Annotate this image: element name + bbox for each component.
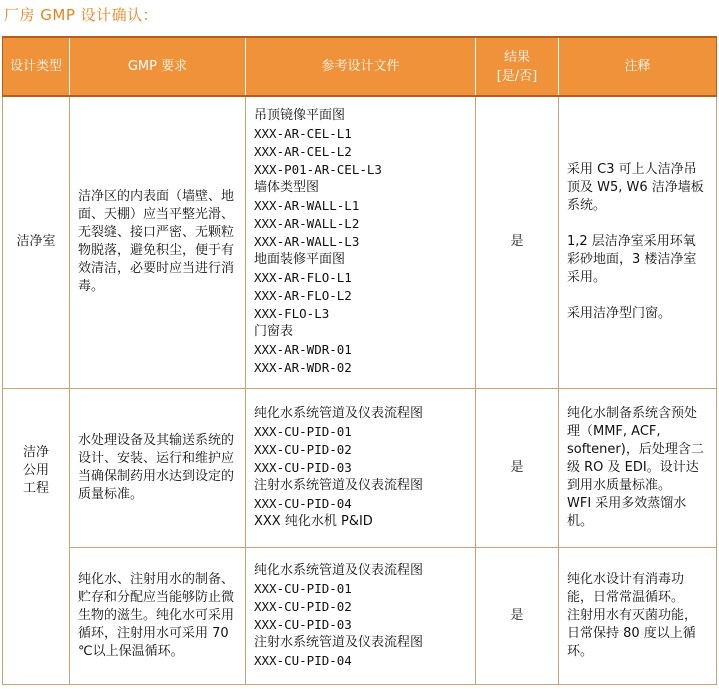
header-notes: 注释: [559, 37, 717, 96]
table-row: [3, 96, 717, 388]
doc-code: XXX-AR-WALL-L3: [254, 234, 360, 250]
note-paragraph: 采用洁净型门窗。: [567, 306, 672, 322]
result-cell: 是: [476, 96, 559, 388]
doc-title: 纯化水系统管道及仪表流程图: [254, 562, 424, 578]
doc-code: XXX-AR-WDR-01: [254, 342, 352, 358]
table-row: [3, 388, 717, 547]
doc-code: XXX-P01-AR-CEL-L3: [254, 162, 382, 178]
note-paragraph: 注射用水有灭菌功能，日常保持 80 度以上循环。: [567, 607, 698, 659]
note-paragraph: 采用 C3 可上人洁净吊顶及 W5, W6 洁净墙板系统。: [567, 162, 704, 214]
design-type-line: 洁净: [22, 444, 49, 460]
doc-title: 注射水系统管道及仪表流程图: [254, 477, 424, 493]
doc-code: XXX-CU-PID-04: [254, 652, 352, 668]
doc-code: XXX-AR-WALL-L2: [254, 216, 360, 232]
doc-code: XXX-AR-WDR-02: [254, 360, 352, 376]
reference-docs-cell: [246, 96, 476, 388]
design-type-line: 工程: [22, 480, 49, 496]
notes-cell: [559, 388, 717, 547]
doc-code: XXX-AR-FLO-L1: [254, 270, 352, 286]
header-design-type: 设计类型: [3, 37, 70, 96]
doc-code: XXX-CU-PID-02: [254, 598, 352, 614]
doc-code: XXX-AR-CEL-L2: [254, 144, 352, 160]
note-paragraph: 纯化水制备系统含预处理（MMF, ACF, softener)，后处理含二级 RO 及 EDI。设计达到用水质量标准。: [567, 405, 704, 493]
notes-cell: [559, 96, 717, 388]
doc-code: XXX-AR-CEL-L1: [254, 126, 352, 142]
notes-cell: [559, 547, 717, 684]
doc-code: XXX-CU-PID-01: [254, 423, 352, 439]
reference-docs-cell: [246, 388, 476, 547]
doc-code: XXX-AR-FLO-L2: [254, 288, 352, 304]
doc-title: 地面装修平面图: [254, 252, 346, 268]
reference-docs-cell: [246, 547, 476, 684]
header-reference-docs: 参考设计文件: [246, 37, 476, 96]
design-type-cell: [3, 388, 70, 684]
gmp-design-table: [2, 36, 717, 685]
doc-code: XXX-CU-PID-04: [254, 495, 352, 511]
table-row: [3, 547, 717, 684]
header-row: [3, 37, 717, 96]
note-paragraph: 1,2 层洁净室采用环氧彩砂地面，3 楼洁净室采用。: [567, 234, 697, 286]
header-result: [476, 37, 559, 96]
gmp-requirement-cell: 水处理设备及其输送系统的设计、安装、运行和维护应当确保制药用水达到设定的质量标准。: [70, 388, 246, 547]
doc-title: 墙体类型图: [254, 180, 320, 196]
gmp-requirement-cell: 洁净区的内表面（墙壁、地面、天棚）应当平整光滑、无裂缝、接口严密、无颗粒物脱落，避免积尘，便于有效清洁，必要时应当进行消毒。: [70, 96, 246, 388]
doc-code: XXX-CU-PID-03: [254, 616, 352, 632]
design-type-cell: 洁净室: [3, 96, 70, 388]
doc-title: 吊顶镜像平面图: [254, 108, 346, 124]
doc-code: XXX-CU-PID-03: [254, 459, 352, 475]
doc-title: XXX 纯化水机 P&ID: [254, 513, 373, 529]
doc-title: 纯化水系统管道及仪表流程图: [254, 405, 424, 421]
section-heading: 厂房 GMP 设计确认：: [4, 6, 159, 24]
note-paragraph: WFI 采用多效蒸馏水机。: [567, 495, 687, 529]
doc-code: XXX-CU-PID-02: [254, 441, 352, 457]
doc-code: XXX-AR-WALL-L1: [254, 198, 360, 214]
design-type-line: 公用: [22, 462, 49, 478]
result-cell: 是: [476, 547, 559, 684]
doc-title: 注射水系统管道及仪表流程图: [254, 634, 424, 650]
result-cell: 是: [476, 388, 559, 547]
gmp-requirement-cell: 纯化水、注射用水的制备、贮存和分配应当能够防止微生物的滋生。纯化水可采用循环，注射用水可采用 70 ℃以上保温循环。: [70, 547, 246, 684]
doc-code: XXX-CU-PID-01: [254, 580, 352, 596]
note-paragraph: 纯化水设计有消毒功能，日常常温循环。: [567, 571, 685, 605]
doc-code: XXX-FLO-L3: [254, 306, 330, 322]
header-gmp-requirement: GMP 要求: [70, 37, 246, 96]
header-result-label: 结果: [503, 49, 530, 65]
header-result-options: [是/否]: [496, 68, 538, 84]
doc-title: 门窗表: [254, 324, 294, 340]
